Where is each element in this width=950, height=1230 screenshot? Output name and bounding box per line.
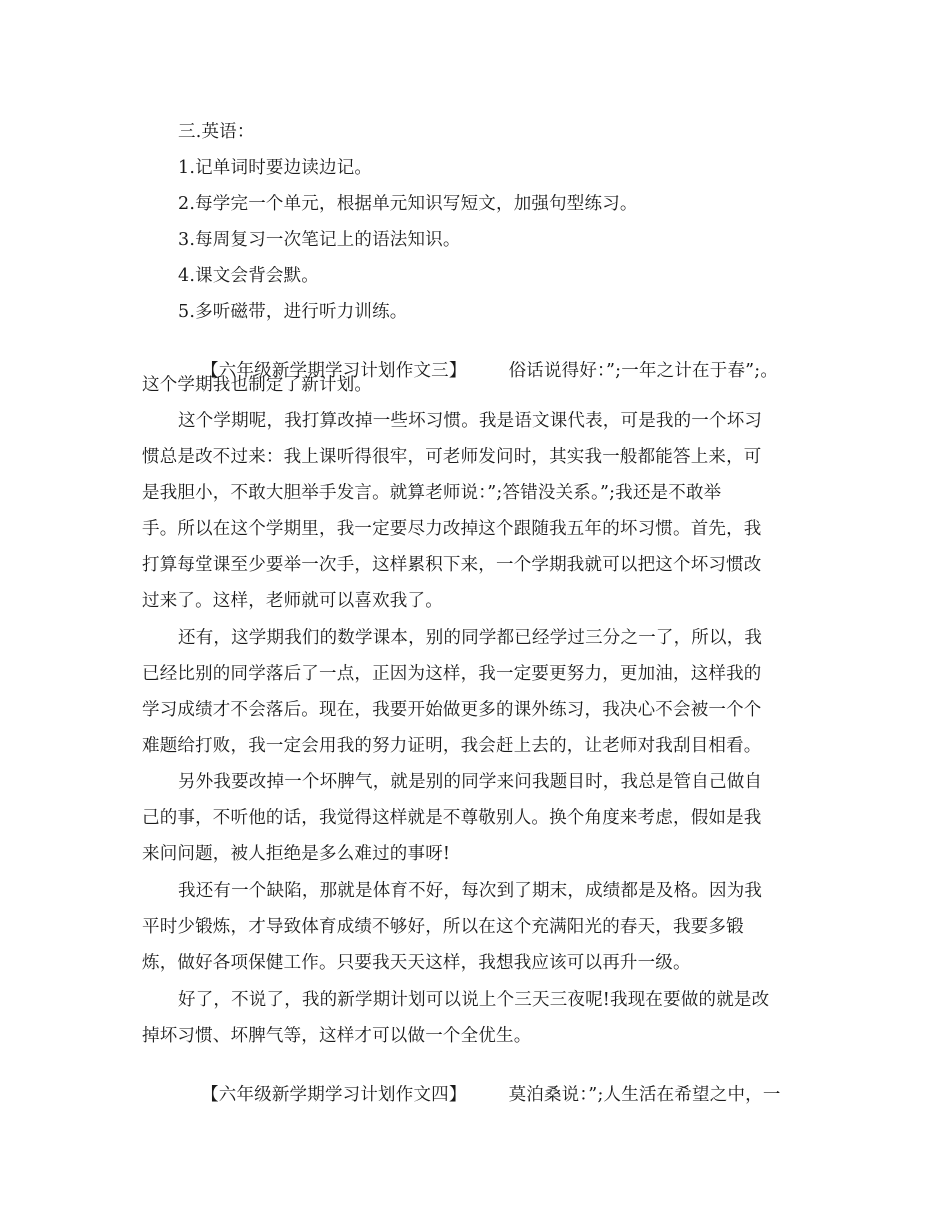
essay-four-intro-text: 莫泊桑说：”;人生活在希望之中，一	[508, 1085, 781, 1105]
essay-four-intro-line	[178, 1062, 781, 1128]
paragraph-line: 炼，做好各项保健工作。只要我天天这样，我想我应该可以再升一级。	[142, 953, 691, 973]
essay-four-title: 【六年级新学期学习计划作文四】	[201, 1085, 467, 1105]
list-item: 4.课文会背会默。	[178, 266, 319, 286]
list-item: 2.每学完一个单元，根据单元知识写短文，加强句型练习。	[178, 194, 638, 214]
list-item: 1.记单词时要边读边记。	[178, 158, 373, 178]
paragraph-line: 已经比别的同学落后了一点，正因为这样，我一定要更努力，更加油，这样我的	[142, 664, 762, 684]
paragraph-line: 还有，这学期我们的数学课本，别的同学都已经学过三分之一了，所以，我	[178, 628, 763, 648]
paragraph-line: 难题给打败，我一定会用我的努力证明，我会赶上去的，让老师对我刮目相看。	[142, 736, 762, 756]
paragraph-line: 另外我要改掉一个坏脾气，就是别的同学来问我题目时，我总是管自己做自	[178, 772, 763, 792]
paragraph-line: 我还有一个缺陷，那就是体育不好，每次到了期末，成绩都是及格。因为我	[178, 881, 763, 901]
paragraph-line: 是我胆小，不敢大胆举手发言。就算老师说：”;答错没关系。”;我还是不敢举	[142, 483, 722, 503]
paragraph-line: 好了，不说了，我的新学期计划可以说上个三天三夜呢!我现在要做的就是改	[178, 990, 770, 1010]
section-heading-english: 三.英语：	[178, 122, 255, 142]
paragraph-line: 这个学期呢，我打算改掉一些坏习惯。我是语文课代表，可是我的一个坏习	[178, 411, 763, 431]
paragraph-line: 平时少锻炼，才导致体育成绩不够好，所以在这个充满阳光的春天，我要多锻	[142, 917, 744, 937]
list-item: 5.多听磁带，进行听力训练。	[178, 302, 408, 322]
paragraph-line: 学习成绩才不会落后。现在，我要开始做更多的课外练习，我决心不会被一个个	[142, 700, 762, 720]
paragraph-line: 惯总是改不过来：我上课听得很牢，可老师发问时，其实我一般都能答上来，可	[142, 447, 762, 467]
paragraph-line: 来问问题，被人拒绝是多么难过的事呀!	[142, 844, 451, 864]
paragraph-line: 掉坏习惯、坏脾气等，这样才可以做一个全优生。	[142, 1026, 532, 1046]
paragraph-line: 打算每堂课至少要举一次手，这样累积下来，一个学期我就可以把这个坏习惯改	[142, 555, 762, 575]
paragraph-line: 过来了。这样，老师就可以喜欢我了。	[142, 591, 443, 611]
paragraph-line: 手。所以在这个学期里，我一定要尽力改掉这个跟随我五年的坏习惯。首先，我	[142, 519, 762, 539]
paragraph-line: 这个学期我也制定了新计划。	[142, 375, 373, 395]
essay-three-title: 【六年级新学期学习计划作文三】	[201, 361, 467, 381]
essay-three-intro-text: 俗话说得好：”;一年之计在于春”;。	[508, 361, 779, 381]
list-item: 3.每周复习一次笔记上的语法知识。	[178, 230, 461, 250]
paragraph-line: 己的事，不听他的话，我觉得这样就是不尊敬别人。换个角度来考虑，假如是我	[142, 808, 762, 828]
